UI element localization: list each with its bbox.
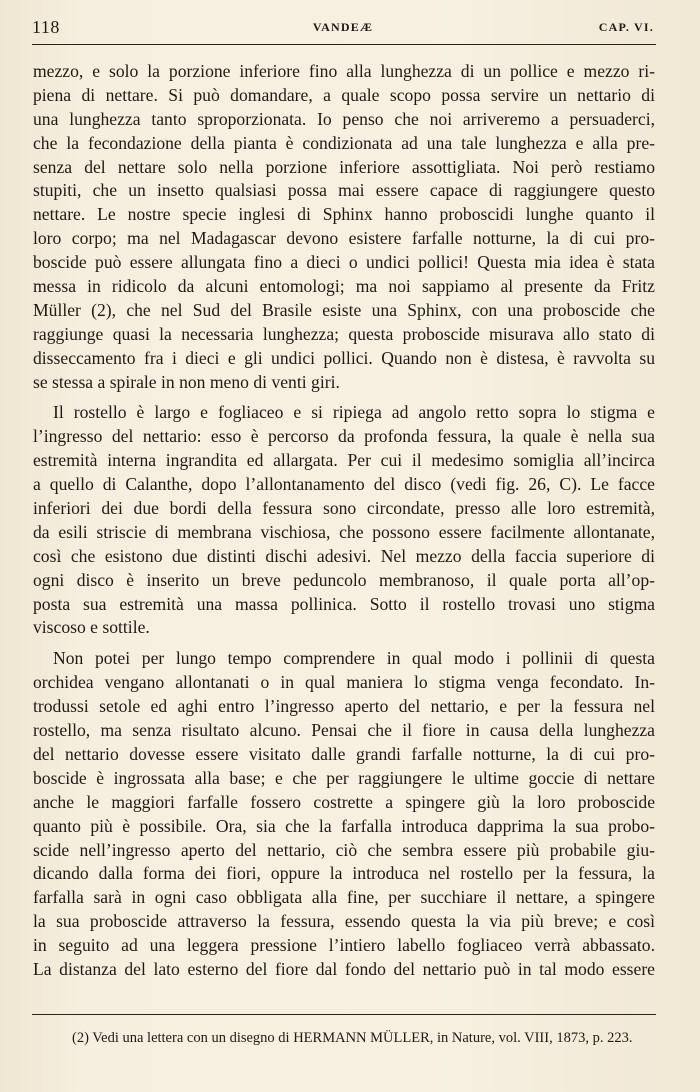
- text-line: mezzo, e solo la porzione inferiore fino alla lunghezza di un pollice e mezzo ri-: [33, 61, 655, 81]
- text-line: senza del nettare solo nella porzione inferiore assottigliata. Noi però restiamo: [33, 156, 655, 177]
- text-line: farfalla sarà in ogni caso obbligata alla fine, per succhiare il nettare, a spingere: [33, 887, 655, 908]
- header-rule: [32, 44, 656, 45]
- footnote: (2) Vedi una lettera con un disegno di HERMANN MÜLLER, in Nature, vol. VIII, 1873, p. 223.: [72, 1030, 633, 1046]
- chapter-label: CAP. VI.: [598, 20, 654, 34]
- text-line: l’ingresso del nettario: esso è percorso da profonda fessura, la quale è nella sua: [33, 426, 655, 447]
- text-line: che la fecondazione della pianta è condizionata ad una tale lunghezza e alla pre-: [33, 132, 655, 153]
- text-line: a quello di Calanthe, dopo l’allontanamento del disco (vedi fig. 26, C). Le facce: [33, 474, 655, 495]
- text-line: viscoso e sottile.: [33, 617, 150, 638]
- text-line: orchidea vengano allontanati o in qual maniera lo stigma venga fecondato. In-: [33, 672, 655, 693]
- running-title: VANDEÆ: [312, 20, 374, 34]
- text-line: posta sua estremità una massa pollinica. Sotto il rostello trovasi uno stigma: [33, 593, 655, 614]
- text-line: boscide è ingrossata alla base; e che per raggiungere le ultime goccie di nettare: [33, 767, 655, 788]
- text-line: del nettario dovesse essere visitato dalle grandi farfalle notturne, la di cui pro-: [33, 743, 655, 764]
- footnote-rule: [32, 1014, 656, 1015]
- text-line: una lunghezza tanto sproporzionata. Io penso che noi arriveremo a persuaderci,: [33, 108, 655, 129]
- text-line: raggiunge quasi la necessaria lunghezza; questa proboscide misurava allo stato di: [33, 323, 655, 344]
- body-text: [33, 60, 655, 982]
- text-line: stupiti, che un insetto qualsiasi possa mai essere capace di raggiungere questo: [33, 180, 655, 201]
- text-line: Il rostello è largo e fogliaceo e si ripiega ad angolo retto sopra lo stigma e: [53, 402, 655, 423]
- text-line: Müller (2), che nel Sud del Brasile esiste una Sphinx, con una proboscide che: [33, 299, 655, 320]
- text-line: da esili striscie di membrana vischiosa, che possono essere facilmente allontanate,: [33, 521, 655, 542]
- text-line: rostello, ma senza risultato alcuno. Pensai che il fiore in causa della lunghezza: [33, 720, 655, 741]
- text-line: così che esistono due distinti dischi adesivi. Nel mezzo della faccia superiore di: [33, 545, 655, 566]
- text-line: in seguito ad una leggera pressione l’intiero labello fogliaceo verrà abbassato.: [33, 935, 655, 956]
- text-line: inferiori dei due bordi della fessura sono circondate, presso alle loro estremità,: [33, 498, 655, 519]
- text-line: scide nell’ingresso aperto del nettario, ciò che sembra essere più probabile giu-: [33, 839, 655, 860]
- text-line: Non potei per lungo tempo comprendere in qual modo i pollinii di questa: [53, 648, 655, 669]
- page-number: 118: [32, 17, 60, 37]
- text-line: trodussi setole ed aghi entro l’ingresso aperto del nettario, e per la fessura nel: [33, 696, 655, 717]
- paragraph: [33, 60, 655, 394]
- paragraph: [33, 647, 655, 981]
- text-line: loro corpo; ma nel Madagascar devono esistere farfalle notturne, la di cui pro-: [33, 228, 655, 249]
- text-line: La distanza del lato esterno del fiore dal fondo del nettario può in tal modo essere: [33, 958, 655, 979]
- text-line: piena di nettare. Si può domandare, a quale scopo possa servire un nettario di: [33, 84, 655, 105]
- text-line: la sua proboscide attraverso la fessura, essendo questa la via più breve; e così: [33, 911, 655, 932]
- page-header: [32, 16, 654, 38]
- text-line: messa in ridicolo da alcuni entomologi; ma noi sappiamo al presente da Fritz: [33, 276, 655, 297]
- text-line: disseccamento fra i dieci e gli undici pollici. Quando non è distesa, è ravvolta su: [33, 347, 655, 368]
- text-line: ogni disco è inserito un breve peduncolo membranoso, il quale porta all’op-: [33, 569, 655, 590]
- text-line: dicando dalla forma dei fiori, oppure la introduca nel rostello per la fessura, la: [33, 863, 655, 884]
- text-line: estremità interna ingrandita ed allargata. Per cui il medesimo somiglia all’incirca: [33, 450, 655, 471]
- text-line: boscide può essere allungata fino a dieci o undici pollici! Questa mia idea è stata: [33, 252, 655, 273]
- text-line: nettare. Le nostre specie inglesi di Sphinx hanno proboscidi lunghe quanto il: [33, 204, 655, 225]
- text-line: anche le maggiori farfalle fossero costrette a spingere giù la loro proboscide: [33, 791, 655, 812]
- text-line: quanto più è possibile. Ora, sia che la farfalla introduca dapprima la sua probo-: [33, 815, 655, 836]
- paragraph: [33, 401, 655, 640]
- text-line: se stessa a spirale in non meno di venti giri.: [33, 371, 340, 392]
